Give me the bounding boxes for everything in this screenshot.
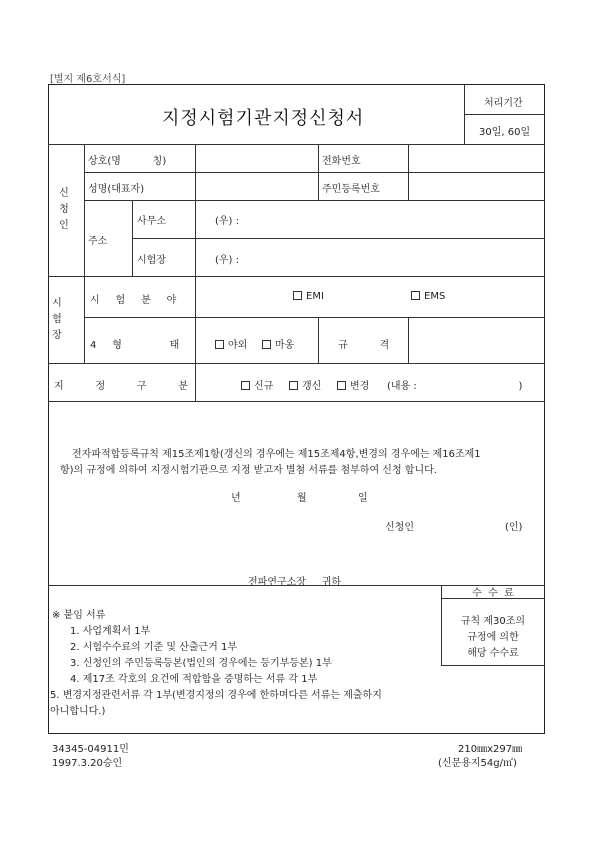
phone-label: 전화번호 — [322, 156, 361, 167]
spec-label: 규 격 — [338, 340, 390, 351]
ems-option[interactable] — [411, 291, 445, 302]
row-divider — [84, 200, 545, 201]
new-option[interactable] — [241, 377, 273, 392]
month-label: 월 — [297, 493, 307, 504]
applicant-bottom — [48, 276, 545, 277]
fee-line-2: 규정에 의한 — [467, 632, 519, 643]
attachment-item-3: 3. 신청인의 주민등록등본(법인의 경우에는 등기부등본) 1부 — [70, 658, 332, 669]
year-label: 년 — [231, 493, 241, 504]
emi-checkbox[interactable] — [293, 291, 302, 300]
approval-date: 1997.3.20승인 — [52, 758, 123, 769]
new-label: 신규 — [254, 381, 274, 392]
spec-field[interactable] — [409, 318, 544, 362]
address-label: 주소 — [88, 236, 108, 247]
indoor-label: 마옹 — [275, 340, 295, 351]
ems-checkbox[interactable] — [411, 291, 420, 300]
change-content-field[interactable]: (내용 : ) — [387, 381, 523, 392]
representative-field[interactable] — [196, 173, 317, 199]
statement-line-1: 전자파적합등록규칙 제15조제1항(갱신의 경우에는 제15조제4항,변경의 경우에는 제16조제1 — [72, 449, 481, 460]
col-line — [195, 276, 196, 401]
attachment-item-1: 1. 사업계획서 1부 — [70, 626, 151, 637]
attachment-item-4: 4. 제17조 각호의 요건에 적합함을 증명하는 서류 각 1부 — [70, 674, 318, 685]
renewal-checkbox[interactable] — [289, 381, 298, 390]
processing-divider — [464, 114, 545, 115]
day-label: 일 — [358, 493, 368, 504]
lab-section-label: 시 험 장 — [52, 298, 62, 341]
addressee: 전파연구소장 귀하 — [248, 577, 342, 588]
test-field-label: 시 험 분 야 — [90, 295, 177, 306]
designation-bottom — [48, 401, 545, 402]
outdoor-checkbox[interactable] — [215, 340, 224, 349]
applicant-sign-label: 신청인 — [385, 522, 414, 533]
designation-label: 지 정 구 분 — [54, 381, 189, 392]
renewal-option[interactable] — [289, 377, 321, 392]
company-name-label: 상호(명 칭) — [88, 156, 167, 167]
fee-line-1: 규칙 제30조의 — [460, 616, 526, 627]
attachment-item-2: 2. 시험수수료의 기준 및 산출근거 1부 — [70, 642, 238, 653]
company-name-field[interactable] — [196, 145, 317, 171]
attachments-title: ※ 붙임 서류 — [52, 610, 106, 621]
fee-line-3: 해당 수수료 — [467, 648, 519, 659]
paper-size: 210㎜x297㎜ — [458, 744, 523, 755]
form-type-label: 4 형 태 — [90, 340, 180, 351]
change-checkbox[interactable] — [337, 381, 346, 390]
fee-title: 수 수 료 — [472, 588, 514, 599]
form-number-label: [별지 제6호서식] — [50, 74, 126, 85]
form-code: 34345-04911민 — [52, 744, 129, 755]
new-checkbox[interactable] — [241, 381, 250, 390]
emi-option[interactable] — [293, 291, 324, 302]
attachment-item-5-line-2: 아니합니다.) — [50, 706, 106, 717]
col-line — [318, 317, 319, 363]
fee-bottom — [441, 665, 545, 666]
emi-label: EMI — [306, 291, 324, 302]
applicant-section-label: 신 청 인 — [59, 188, 69, 231]
page-title: 지정시험기관지정신청서 — [162, 108, 365, 129]
col-line — [195, 200, 196, 276]
section-col-line — [84, 144, 85, 363]
change-label: 변경 — [350, 381, 370, 392]
lab-bottom — [48, 363, 545, 364]
lab-address-label: 시험장 — [137, 255, 166, 266]
indoor-checkbox[interactable] — [262, 340, 271, 349]
processing-value: 30일, 60일 — [479, 127, 531, 138]
ems-label: EMS — [424, 291, 446, 302]
indoor-option[interactable] — [262, 336, 294, 351]
statement-line-2: 항)의 규정에 의하여 지정시험기관으로 지정 받고자 별첨 서류를 첨부하여 신청 합니다. — [60, 465, 437, 476]
renewal-label: 갱신 — [302, 381, 322, 392]
seal-label: (인) — [505, 522, 523, 533]
outdoor-option[interactable] — [215, 336, 247, 351]
col-line — [132, 200, 133, 276]
outdoor-label: 야외 — [228, 340, 248, 351]
office-label: 사무소 — [137, 216, 166, 227]
col-line — [318, 144, 319, 200]
attachment-item-5-line-1: 5. 변경지정관련서류 각 1부(변경지정의 경우에 한하며다른 서류는 제출하지 — [50, 690, 382, 701]
row-divider — [132, 238, 545, 239]
change-option[interactable] — [337, 377, 369, 392]
processing-label: 처리기간 — [484, 98, 523, 109]
paper-type: (신문용지54g/㎡) — [438, 758, 517, 769]
representative-label: 성명(대표자) — [88, 184, 145, 195]
resident-number-label: 주민등록번호 — [322, 184, 380, 195]
lab-address-field[interactable]: (우) : — [215, 255, 240, 266]
resident-number-field[interactable] — [409, 173, 544, 199]
office-address-field[interactable]: (우) : — [215, 216, 240, 227]
phone-field[interactable] — [409, 145, 544, 171]
